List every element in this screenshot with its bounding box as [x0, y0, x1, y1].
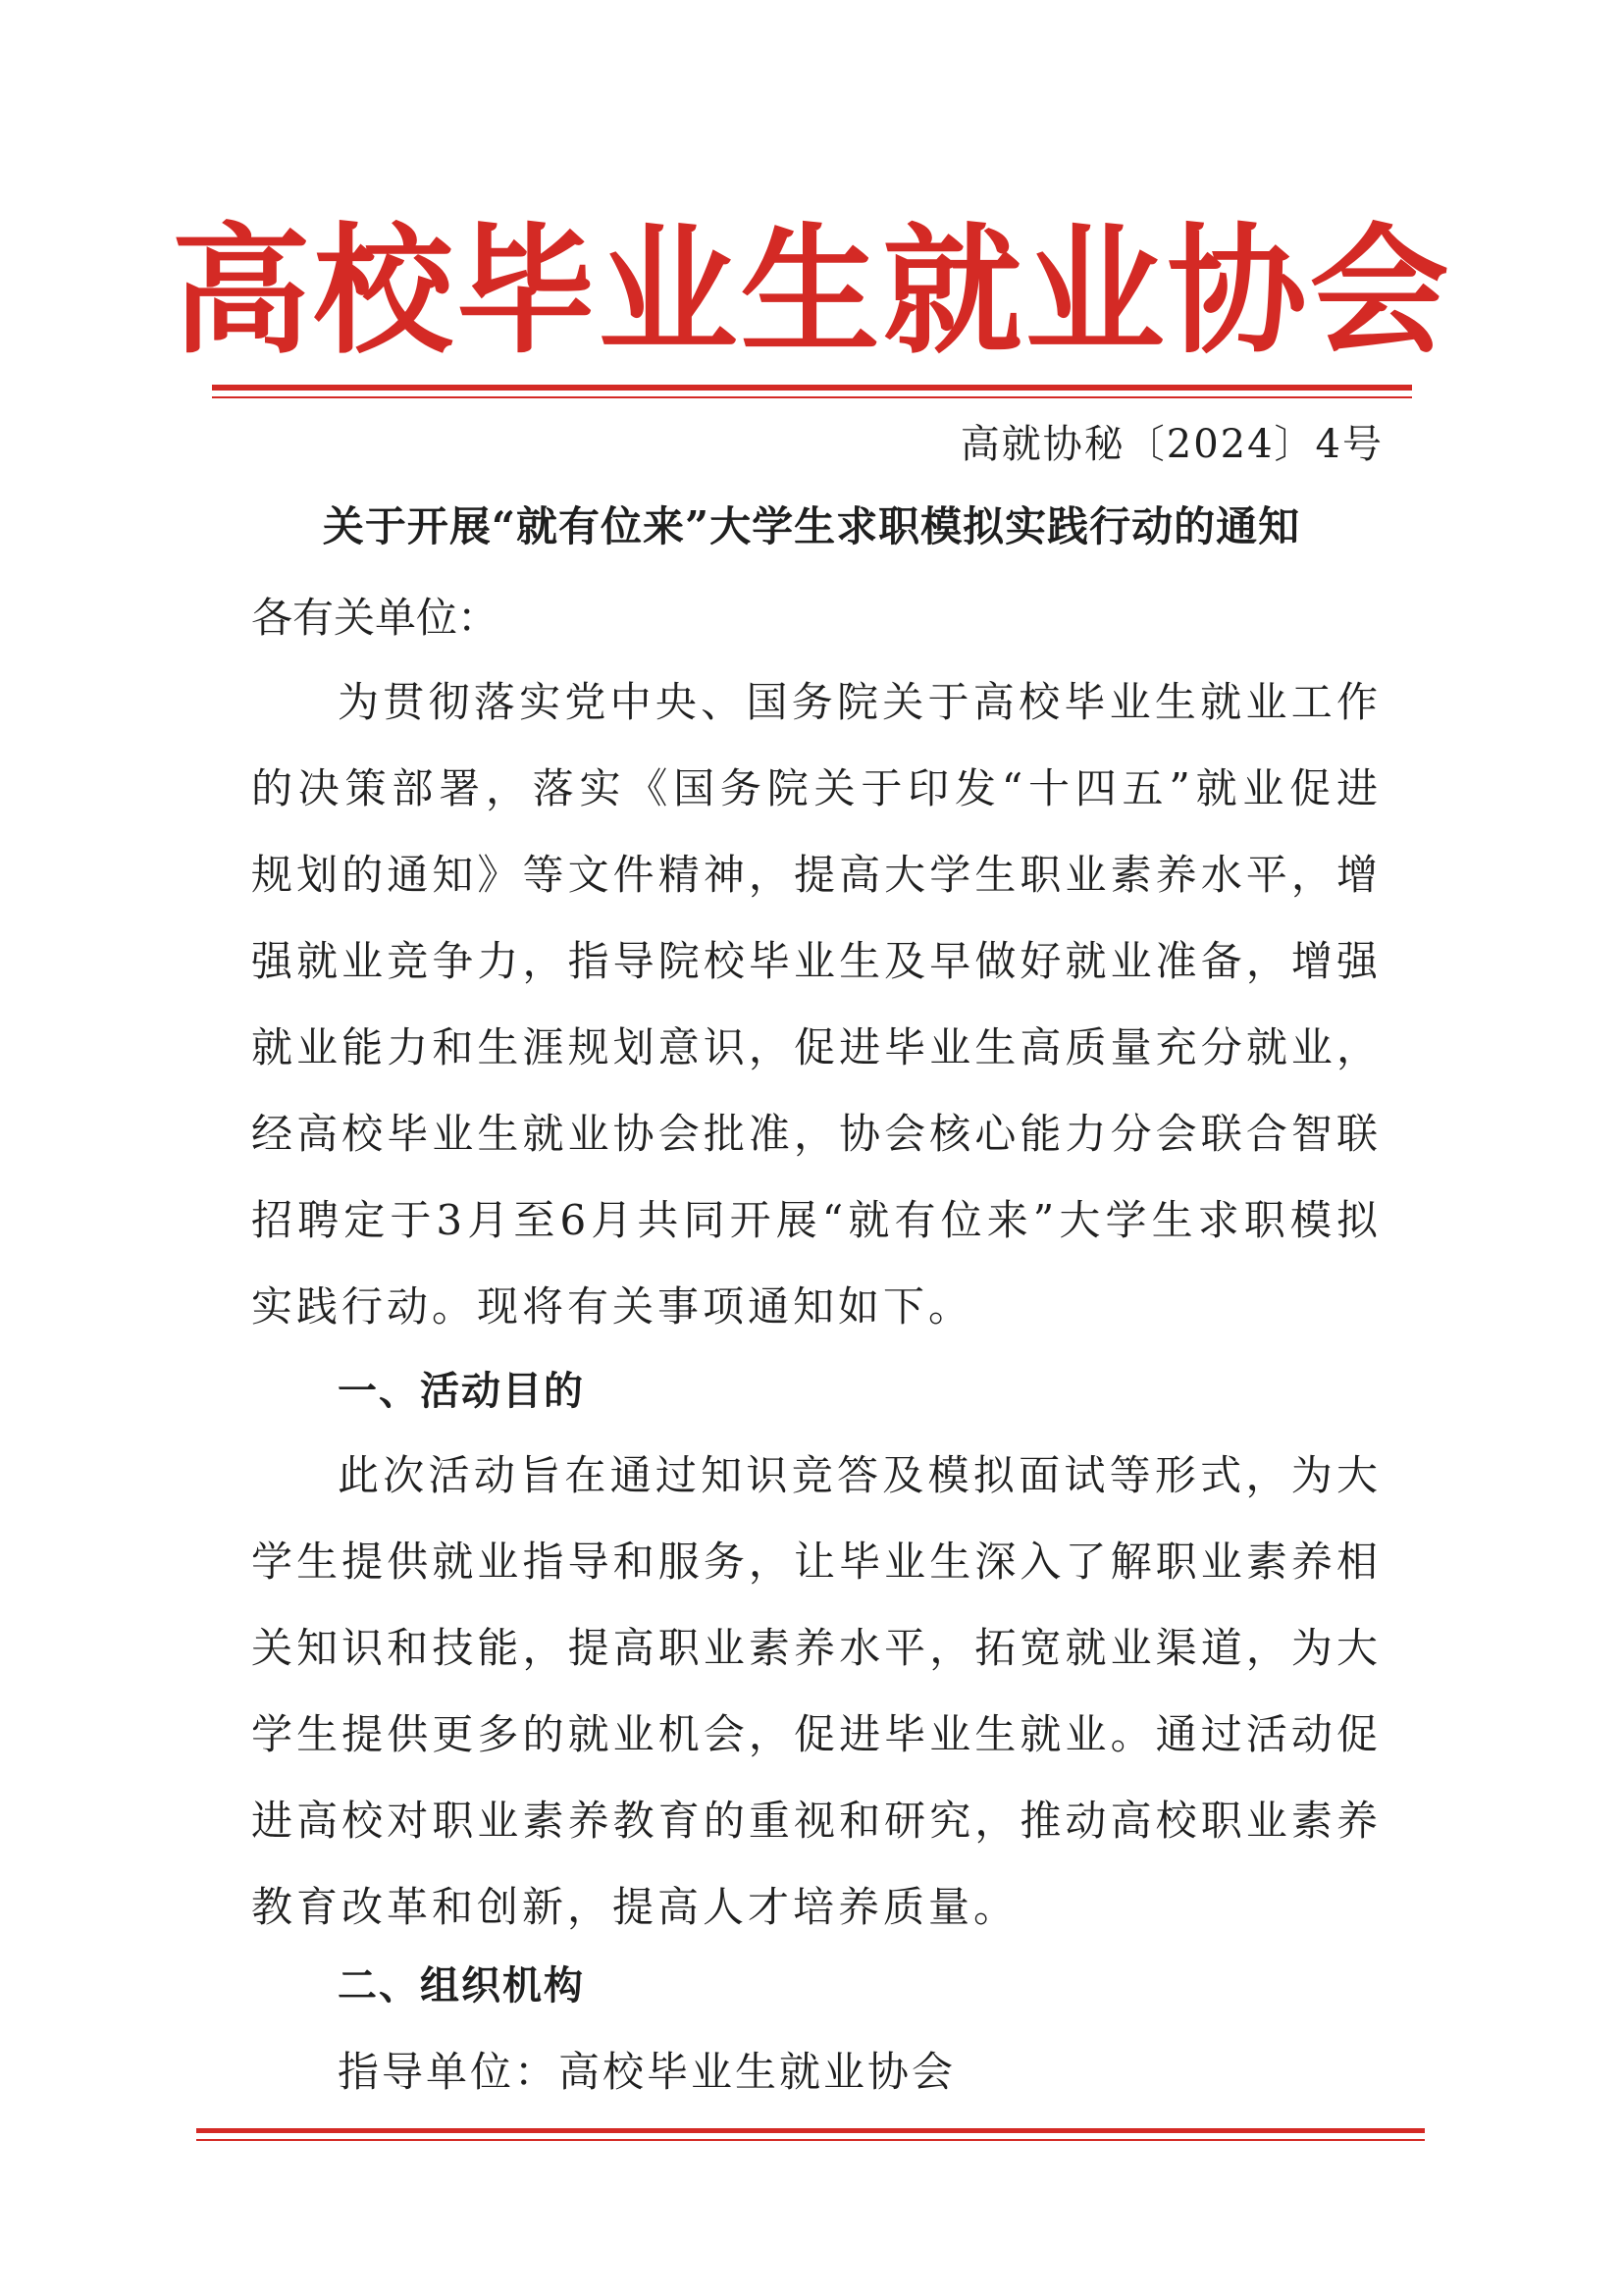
guiding-unit-line: 指导单位：高校毕业生就业协会: [338, 2048, 957, 2096]
document-number: 高就协秘〔2024〕4号: [960, 422, 1384, 467]
red-divider-bottom-thin: [196, 2139, 1425, 2141]
masthead-title: 高校毕业生就业协会: [171, 211, 1452, 373]
red-divider-top-thin: [212, 396, 1412, 398]
body-paragraph-intro: 为贯彻落实党中央、国务院关于高校毕业生就业工作的决策部署，落实《国务院关于印发“十四五”就业促进规划的通知》等文件精神，提高大学生职业素养水平，增强就业竞争力，指导院校毕业生及早做好就业准备，增强就业能力和生涯规划意识，促进毕业生高质量充分就业，经高校毕业生就业协会批准，协会核心能力分会联合智联招聘定于3月至6月共同开展“就有位来”大学生求职模拟实践行动。现将有关事项通知如下。: [251, 678, 1382, 1331]
red-divider-top: [212, 385, 1412, 391]
salutation: 各有关单位：: [251, 594, 499, 642]
body-paragraph-purpose: 此次活动旨在通过知识竞答及模拟面试等形式，为大学生提供就业指导和服务，让毕业生深入了解职业素养相关知识和技能，提高职业素养水平，拓宽就业渠道，为大学生提供更多的就业机会，促进毕业生就业。通过活动促进高校对职业素养教育的重视和研究，推动高校职业素养教育改革和创新，提高人才培养质量。: [251, 1451, 1382, 1931]
red-divider-bottom: [196, 2128, 1425, 2133]
notice-title: 关于开展“就有位来”大学生求职模拟实践行动的通知: [322, 502, 1301, 550]
section-heading-organization: 二、组织机构: [338, 1963, 585, 2009]
section-heading-purpose: 一、活动目的: [338, 1369, 585, 1414]
